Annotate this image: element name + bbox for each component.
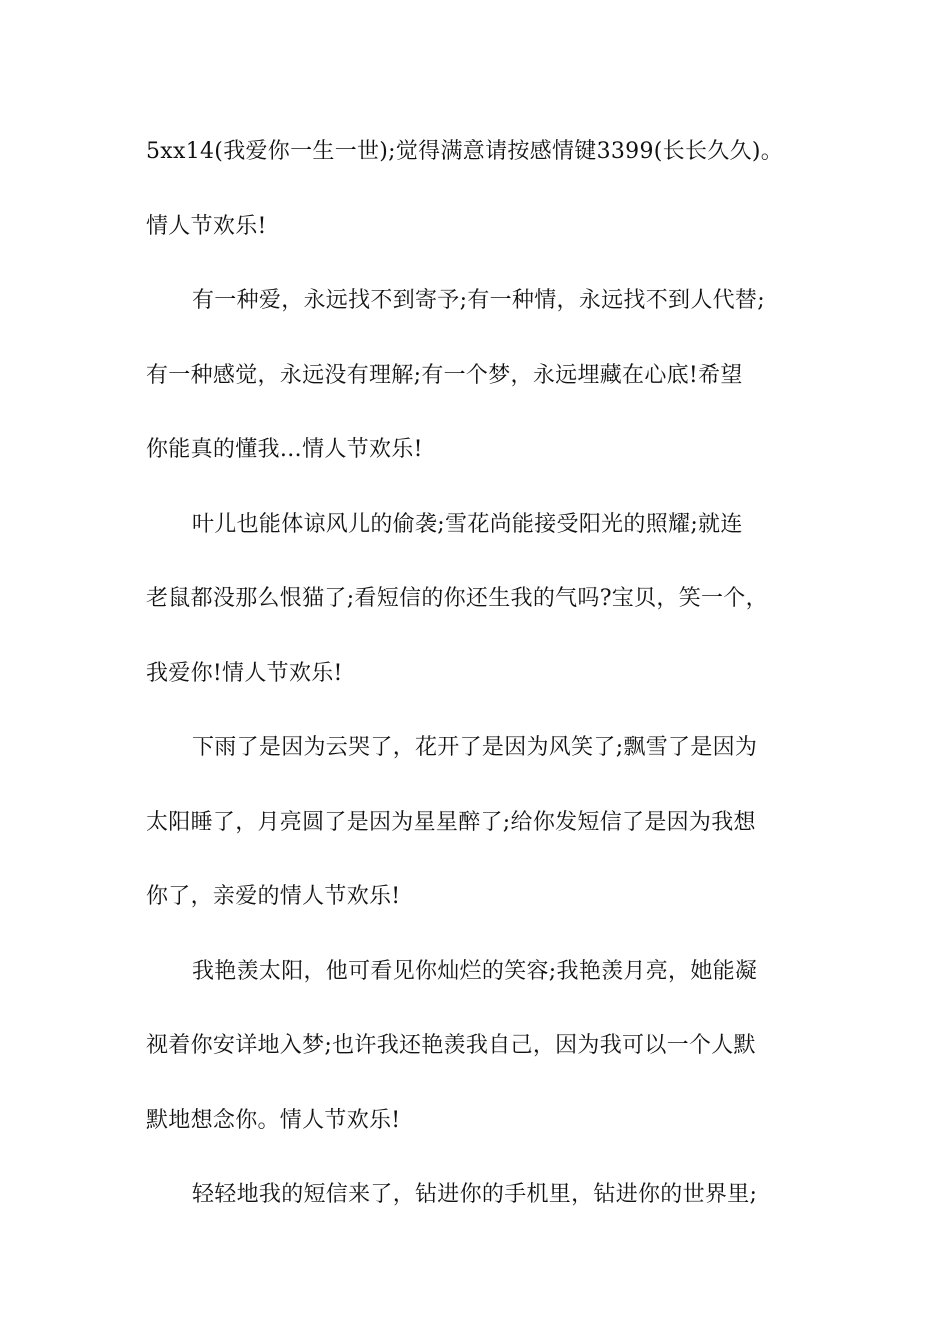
text-line: 我爱你!情人节欢乐!	[146, 660, 343, 686]
paragraph-start-line: 我艳羡太阳，他可看见你灿烂的笑容;我艳羡月亮，她能凝	[192, 958, 758, 984]
text-line: 情人节欢乐!	[146, 213, 267, 239]
paragraph-start-line: 叶儿也能体谅风儿的偷袭;雪花尚能接受阳光的照耀;就连	[192, 511, 743, 537]
document-body	[146, 128, 816, 1246]
text-line: 你了，亲爱的情人节欢乐!	[146, 884, 401, 909]
paragraph-start-line: 轻轻地我的短信来了，钻进你的手机里，钻进你的世界里;	[192, 1182, 758, 1207]
paragraph-start-line: 有一种爱，永远找不到寄予;有一种情，永远找不到人代替;	[192, 288, 765, 313]
text-line: 太阳睡了，月亮圆了是因为星星醉了;给你发短信了是因为我想	[146, 809, 756, 835]
text-line: 有一种感觉，永远没有理解;有一个梦，永远埋藏在心底!希望	[146, 362, 743, 388]
text-line: 5xx14(我爱你一生一世);觉得满意请按感情键3399(长长久久)。	[146, 139, 784, 164]
text-line: 默地想念你。情人节欢乐!	[146, 1107, 401, 1133]
text-line: 老鼠都没那么恨猫了;看短信的你还生我的气吗?宝贝，笑一个，	[146, 586, 768, 611]
text-line: 视着你安详地入梦;也许我还艳羡我自己，因为我可以一个人默	[146, 1033, 756, 1058]
text-line: 你能真的懂我…情人节欢乐!	[146, 437, 423, 462]
paragraph-start-line: 下雨了是因为云哭了，花开了是因为风笑了;飘雪了是因为	[192, 735, 758, 760]
